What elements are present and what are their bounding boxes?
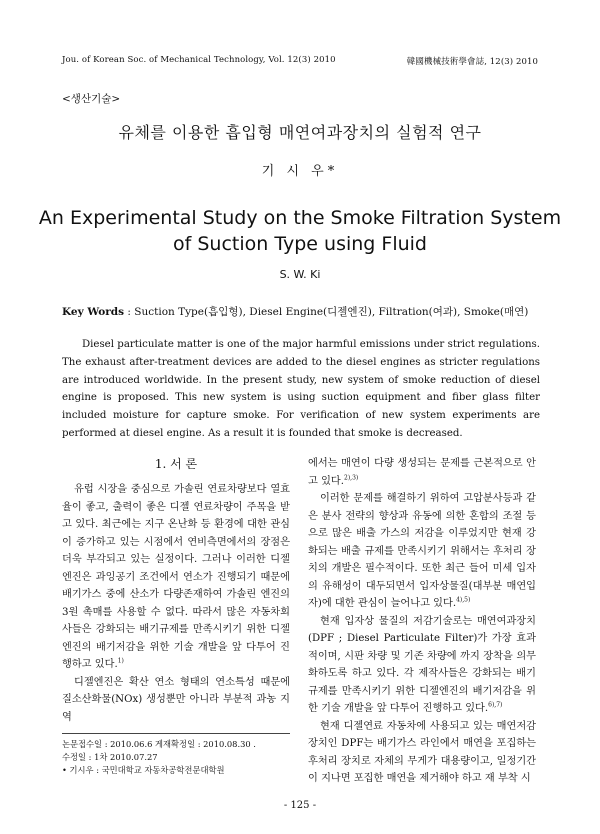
abstract-text: Diesel particulate matter is one of the major harmful emissions under strict regulations. The exhaust after-treatment devices are added to the diesel engines as stricter regulations are introduced worldwide. In the present study, new system of smoke reduction of diesel engine is proposed. This new system is using suction equipment and fiber glass filter included moisture for capture smoke. For verification of new system experiments are performed at diesel engine. As a result it is founded that smoke is decreased.	[62, 339, 540, 439]
footnote-divider	[62, 733, 290, 734]
citation-ref: 1)	[117, 657, 124, 665]
english-title-line1: An Experimental Study on the Smoke Filtration System	[38, 207, 562, 229]
right-paragraph-1: 이러한 문제를 해결하기 위하여 고압분사등과 같은 분사 전략의 향상과 유동에 의한 혼합의 조절 등으로 많은 배출 가스의 저감을 이루었지만 현재 강화되는 배출 규제를 만족시키기 위해서는 후처리 장치의 개발은 필수적이다. 또한 최근 들어 미세 입자의 유해성이 대두되면서 입자상물질(대부분 매연입자)에 대한 관심이 늘어나고 있다.$^{4),5)}$	[308, 493, 536, 609]
english-title-line2: of Suction Type using Fluid	[173, 233, 427, 255]
right-column	[308, 455, 536, 788]
footnote-received: 논문접수일 : 2010.06.6 게재확정일 : 2010.08.30 .	[62, 739, 256, 749]
section-title-introduction: 1. 서 론	[154, 457, 198, 471]
footnote-affiliation: • 기시우 : 국민대학교 자동차공학전문대학원	[62, 765, 225, 775]
keywords	[62, 304, 528, 319]
left-paragraph-1: 유럽 시장을 중심으로 가솔린 연료차량보다 열효율이 좋고, 출력이 좋은 디젤 연료차량이 주목을 받고 있다. 최근에는 지구 온난화 등 환경에 대한 관심이 증가하고 있는 시점에서 연비측면에서의 장점은 더욱 부각되고 있는 실정이다. 그러나 이러한 디젤엔진은 과잉공기 조건에서 연소가 진행되기 때문에 배기가스 중에 산소가 다량존재하여 가솔린 엔진의 3원 촉매를 사용할 수 없다. 따라서 많은 자동차회사들은 강화되는 배기규제를 만족시키기 위한 디젤엔진의 배기저감을 위한 기술 개발을 앞 다투어 진행하고 있다.$^{1)}$	[62, 484, 290, 670]
right-paragraph-2: 현재 입자상 물질의 저감기술로는 매연여과장치(DPF ; Diesel Particulate Filter)가 가장 효과적이며, 시판 차량 및 기존 차량에 까지 장착을 의무화하도록 하고 있다. 각 제작사들은 강화되는 배기규제를 만족시키기 위한 디젤엔진의 배기저감을 위한 기술 개발을 앞 다투어 진행하고 있다.$^{6),7)}$	[308, 615, 536, 714]
korean-title: 유체를 이용한 흡입형 매연여과장치의 실험적 연구	[118, 123, 482, 142]
footnote-revised: 수정일 : 1차 2010.07.27	[62, 752, 158, 762]
abstract	[62, 336, 540, 443]
page-number: - 125 -	[283, 800, 317, 811]
keywords-text: : Suction Type(흡입형), Diesel Engine(디젤엔진), Filtration(여과), Smoke(매연)	[124, 306, 529, 318]
citation-ref: 6),7)	[488, 701, 503, 709]
keywords-label: Key Words	[62, 306, 125, 318]
citation-ref: 2),3)	[344, 474, 359, 482]
korean-author: 기 시 우*	[261, 164, 339, 179]
category-label: <생산기술>	[62, 93, 121, 105]
right-paragraph-0: 에서는 매연이 다량 생성되는 문제를 근본적으로 안고 있다.$^{2),3)}$	[308, 458, 536, 487]
english-title	[0, 205, 600, 257]
left-column	[62, 481, 290, 726]
right-paragraph-3: 현재 디젤연료 자동차에 사용되고 있는 매연저감장치인 DPF는 배기가스 라인에서 매연을 포집하는 후처리 장치로 자체의 무게가 대용량이고, 일정기간이 지나면 포집한 매연을 제거해야 하고 재 부착 시	[308, 720, 536, 784]
journal-header-korean: 韓國機械技術學會誌, 12(3) 2010	[406, 57, 538, 67]
journal-header: Jou. of Korean Soc. of Mechanical Technology, Vol. 12(3) 2010	[62, 55, 336, 65]
left-paragraph-2: 디젤엔진은 확산 연소 형태의 연소특성 때문에 질소산화물(NOx) 생성뿐만 아니라 부분적 과농 지역	[62, 676, 290, 723]
citation-ref: 4),5)	[456, 596, 471, 604]
english-author: S. W. Ki	[279, 268, 321, 281]
